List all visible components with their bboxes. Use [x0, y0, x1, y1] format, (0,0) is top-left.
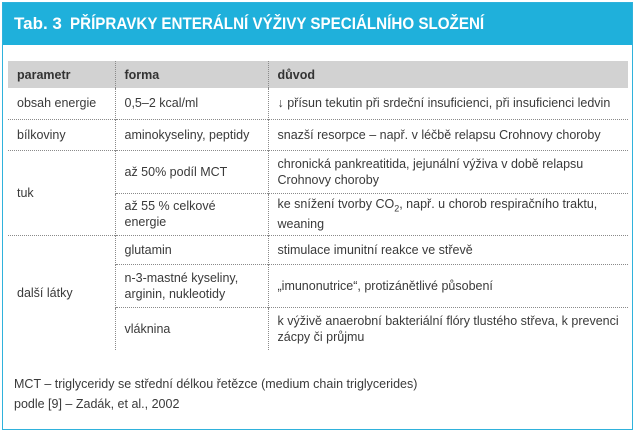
cell-param: tuk: [8, 150, 115, 235]
cell-duvod: snazší resorpce – např. v léčbě relapsu Crohnovy choroby: [268, 119, 628, 150]
cell-param: bílkoviny: [8, 119, 115, 150]
cell-param: obsah energie: [17, 96, 97, 111]
cell-duvod: „imunonutrice“, protizánětlivé působení: [268, 264, 628, 307]
cell-forma: n-3-mastné kyseliny, arginin, nukleotidy: [115, 264, 268, 307]
cell-duvod: k výživě anaerobní bakteriální flóry tlustého střeva, k prevenci zácpy či průjmu: [268, 307, 628, 350]
table-title-bar: [3, 3, 632, 45]
nutrition-table: [8, 61, 628, 350]
duvod-text-post: , např. u chorob respiračního traktu, weaning: [277, 196, 598, 232]
cell-duvod: stimulace imunitní reakce ve střevě: [268, 235, 628, 264]
cell-duvod: [268, 193, 628, 235]
table-number: Tab. 3: [14, 14, 62, 33]
cell-duvod: chronická pankreatitida, jejunální výživa v době relapsu Crohnovy choroby: [268, 150, 628, 193]
cell-param: další látky: [8, 235, 115, 350]
footnote-abbreviation: MCT – triglyceridy se střední délkou řetězce (medium chain triglycerides): [14, 377, 418, 391]
cell-forma: glutamin: [115, 235, 268, 264]
table-row: [8, 235, 628, 264]
cell-forma: 0,5–2 kcal/ml: [115, 88, 268, 119]
header-forma: forma: [115, 61, 268, 88]
footnotes: [14, 374, 417, 414]
cell-forma: aminokyseliny, peptidy: [115, 119, 268, 150]
header-duvod: důvod: [268, 61, 628, 88]
cell-duvod: ↓ přísun tekutin při srdeční insuficienci, při insuficienci ledvin: [268, 88, 628, 119]
cell-forma: až 50% podíl MCT: [115, 150, 268, 193]
duvod-text-pre: ke snížení tvorby CO: [277, 196, 395, 211]
table-row: [8, 119, 628, 150]
table-header-row: [8, 61, 628, 88]
cell-forma: vláknina: [115, 307, 268, 350]
footnote-source: podle [9] – Zadák, et al., 2002: [14, 397, 180, 411]
table-title: PŘÍPRAVKY ENTERÁLNÍ VÝŽIVY SPECIÁLNÍHO SLOŽENÍ: [69, 14, 485, 33]
table-row: [8, 150, 628, 193]
table-frame: [2, 2, 633, 430]
header-parametr: parametr: [8, 61, 115, 88]
cell-forma: až 55 % celkové energie: [115, 193, 268, 235]
co2-subscript: 2: [394, 203, 400, 214]
table-row: [8, 88, 628, 119]
